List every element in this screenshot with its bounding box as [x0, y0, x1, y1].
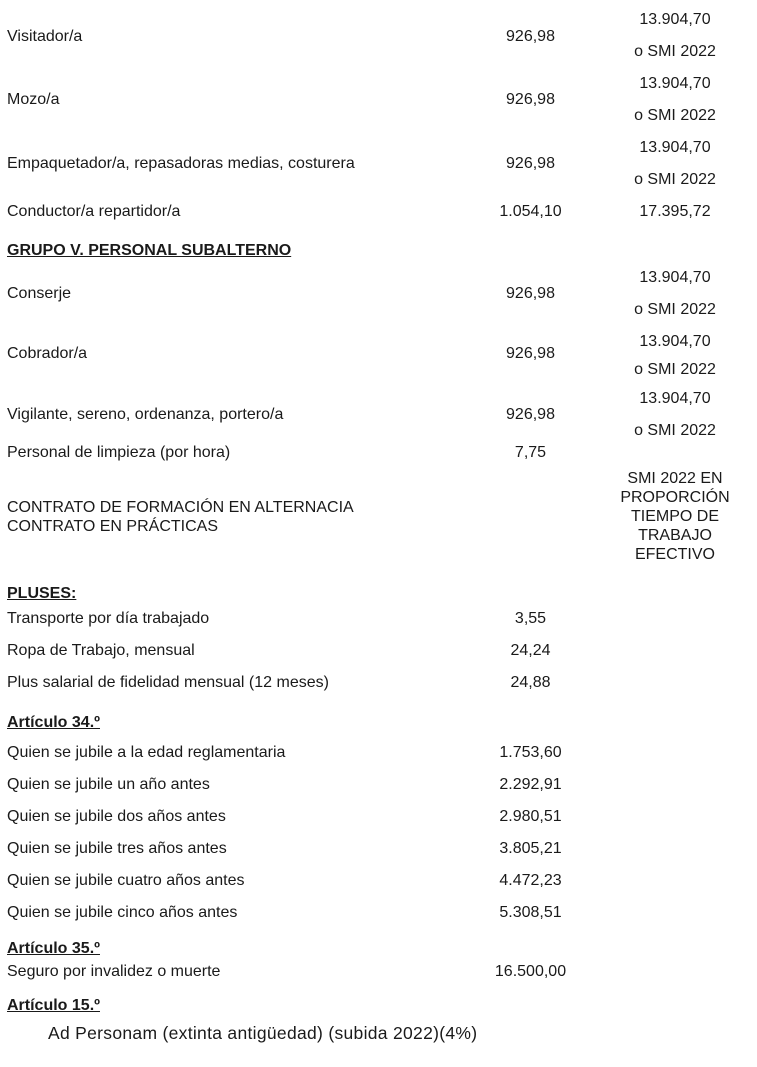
- salary-annual: 13.904,70: [639, 390, 711, 407]
- section-heading-articulo-15: Artículo 15.º: [7, 997, 100, 1014]
- salary-annual: 13.904,70: [639, 11, 711, 28]
- row-label: Personal de limpieza (por hora): [7, 444, 231, 461]
- row-label: Transporte por día trabajado: [7, 610, 210, 627]
- row-value: 4.472,23: [499, 872, 562, 889]
- row-label: Mozo/a: [7, 91, 60, 108]
- row-label: Quien se jubile tres años antes: [7, 840, 227, 857]
- contracts-salary-note: SMI 2022 EN PROPORCIÓN TIEMPO DE TRABAJO EFECTIVO: [620, 470, 730, 563]
- salary-smi: o SMI 2022: [634, 107, 716, 124]
- row-value: 16.500,00: [494, 963, 567, 980]
- row-value: 926,98: [506, 28, 555, 45]
- row-value: 3,55: [514, 610, 547, 627]
- row-label: Quien se jubile cuatro años antes: [7, 872, 245, 889]
- row-value: 5.308,51: [499, 904, 562, 921]
- section-heading-pluses: PLUSES:: [7, 585, 77, 602]
- row-label: Quien se jubile un año antes: [7, 776, 210, 793]
- row-label: Quien se jubile a la edad reglamentaria: [7, 744, 286, 761]
- salary-annual: 13.904,70: [639, 75, 711, 92]
- row-value: 926,98: [506, 345, 555, 362]
- row-value: 926,98: [506, 91, 555, 108]
- row-value: 7,75: [514, 444, 547, 461]
- row-value: 2.292,91: [499, 776, 562, 793]
- row-label: Conductor/a repartidor/a: [7, 203, 181, 220]
- row-value: 926,98: [506, 155, 555, 172]
- row-label: Plus salarial de fidelidad mensual (12 meses): [7, 674, 329, 691]
- salary-annual: 13.904,70: [639, 333, 711, 350]
- ad-personam-text: Ad Personam (extinta antigüedad) (subida 2022)(4%): [48, 1023, 478, 1043]
- salary-smi: o SMI 2022: [634, 422, 716, 439]
- row-value: 926,98: [506, 285, 555, 302]
- row-label: Quien se jubile cinco años antes: [7, 904, 238, 921]
- salary-annual: 13.904,70: [639, 269, 711, 286]
- row-value: 1.054,10: [499, 203, 562, 220]
- section-heading-articulo-35: Artículo 35.º: [7, 940, 100, 957]
- row-value: 926,98: [506, 406, 555, 423]
- salary-smi: o SMI 2022: [634, 43, 716, 60]
- salary-smi: o SMI 2022: [634, 171, 716, 188]
- row-label: Quien se jubile dos años antes: [7, 808, 226, 825]
- salary-annual: 17.395,72: [639, 203, 711, 220]
- row-value: 3.805,21: [499, 840, 562, 857]
- row-label: Cobrador/a: [7, 345, 88, 362]
- salary-smi: o SMI 2022: [634, 361, 716, 378]
- row-value: 24,24: [510, 642, 551, 659]
- salary-annual: 13.904,70: [639, 139, 711, 156]
- contracts-label: CONTRATO DE FORMACIÓN EN ALTERNACIA CONTRATO EN PRÁCTICAS: [7, 499, 354, 535]
- section-heading-grupo-v: GRUPO V. PERSONAL SUBALTERNO: [7, 242, 292, 259]
- row-label: Ropa de Trabajo, mensual: [7, 642, 195, 659]
- salary-smi: o SMI 2022: [634, 301, 716, 318]
- row-value: 24,88: [510, 674, 551, 691]
- row-label: Seguro por invalidez o muerte: [7, 963, 221, 980]
- row-value: 1.753,60: [499, 744, 562, 761]
- section-heading-articulo-34: Artículo 34.º: [7, 714, 100, 731]
- row-label: Empaquetador/a, repasadoras medias, costurera: [7, 155, 355, 172]
- row-label: Visitador/a: [7, 28, 83, 45]
- row-value: 2.980,51: [499, 808, 562, 825]
- row-label: Conserje: [7, 285, 72, 302]
- row-label: Vigilante, sereno, ordenanza, portero/a: [7, 406, 284, 423]
